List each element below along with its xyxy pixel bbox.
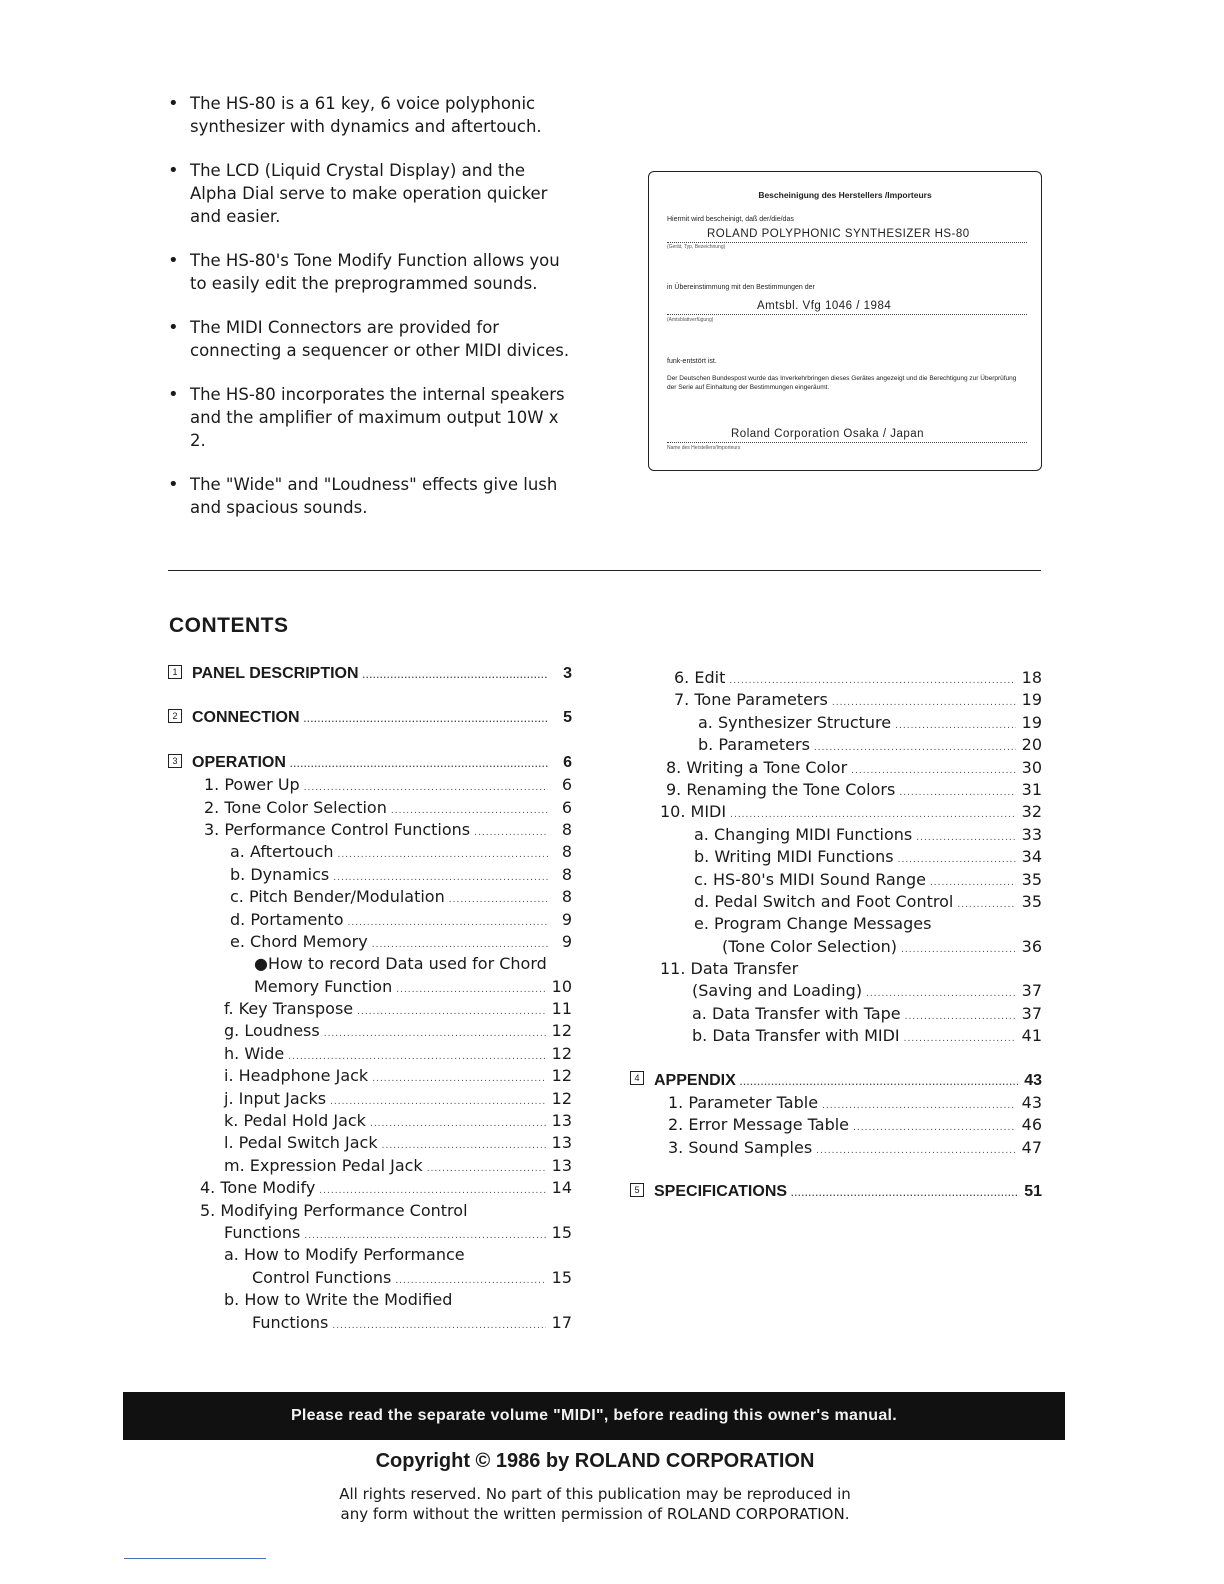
certificate-company: Roland Corporation Osaka / Japan (667, 427, 1027, 443)
toc-entry-text: f. Key Transpose (224, 999, 354, 1019)
toc-entry-row (168, 953, 572, 975)
toc-leader-dots (304, 708, 548, 730)
section-number-box: 5 (630, 1183, 644, 1197)
toc-leader-dots (791, 1182, 1018, 1204)
toc-entry-row (168, 1155, 572, 1177)
toc-entry-label (660, 958, 802, 980)
toc-entry-label (224, 1088, 330, 1110)
toc-entry-row (168, 1177, 572, 1199)
toc-page-number: 35 (1021, 869, 1042, 889)
toc-spacer (168, 730, 572, 752)
toc-entry-label (200, 1177, 319, 1199)
toc-entry-text: a. Data Transfer with Tape (692, 1003, 901, 1023)
toc-page-number: 20 (1021, 735, 1042, 755)
toc-entry-row (168, 1043, 572, 1065)
toc-entry-text: k. Pedal Hold Jack (224, 1111, 366, 1131)
toc-entry-row (168, 774, 572, 796)
toc-entry-label (252, 1267, 395, 1289)
toc-entry-label (204, 797, 391, 819)
toc-section-row (168, 663, 572, 685)
toc-entry-text: 9. Renaming the Tone Colors (666, 779, 896, 799)
toc-entry-text: 5. Modifying Performance Control (200, 1200, 468, 1220)
feature-item: • The LCD (Liquid Crystal Display) and the Alpha Dial serve to make operation quicker and easier. (166, 159, 572, 228)
toc-page-number: 3 (563, 665, 572, 682)
toc-entry-row (168, 1244, 572, 1266)
toc-page-number: 6 (561, 775, 572, 795)
toc-entry-text: Control Functions (252, 1267, 392, 1287)
toc-entry-row (630, 913, 1042, 935)
toc-entry-text: 4. Tone Modify (200, 1178, 316, 1198)
toc-entry-label (694, 824, 916, 846)
section-number-box: 2 (168, 709, 182, 723)
toc-entry-row (168, 819, 572, 841)
toc-entry-text: l. Pedal Switch Jack (224, 1133, 378, 1153)
toc-page-number: 6 (561, 797, 572, 817)
toc-page-number: 31 (1021, 779, 1042, 799)
toc-page-number: 36 (1021, 936, 1042, 956)
toc-entry-label (224, 1065, 372, 1087)
toc-page-number: 8 (561, 887, 572, 907)
toc-page-number: 41 (1021, 1026, 1042, 1046)
toc-page-number: 34 (1021, 847, 1042, 867)
toc-leader-dots (816, 1140, 1015, 1162)
toc-page-number: 30 (1021, 757, 1042, 777)
toc-entry-row (630, 1114, 1042, 1136)
toc-entry-label (252, 1312, 332, 1334)
feature-item: • The MIDI Connectors are provided for connecting a sequencer or other MIDI divices. (166, 316, 572, 362)
toc-page-number: 33 (1021, 824, 1042, 844)
toc-leader-dots (740, 1071, 1018, 1093)
toc-entry-label (224, 1132, 382, 1154)
toc-entry-text: c. Pitch Bender/Modulation (230, 887, 445, 907)
toc-page-number: 6 (563, 753, 572, 771)
midi-notice-banner: Please read the separate volume "MIDI", before reading this owner's manual. (123, 1392, 1065, 1440)
certificate-device: ROLAND POLYPHONIC SYNTHESIZER HS-80 (667, 227, 1027, 243)
toc-entry-row (630, 891, 1042, 913)
toc-entry-row (630, 824, 1042, 846)
toc-page-number: 32 (1021, 802, 1042, 822)
toc-entry-label (694, 869, 930, 891)
toc-page-number: 5 (563, 709, 572, 727)
toc-entry-text: e. Chord Memory (230, 931, 368, 951)
toc-entry-label (224, 1289, 456, 1311)
toc-entry-label (168, 707, 304, 729)
toc-page-number: 43 (1024, 1071, 1042, 1089)
toc-entry-text: b. How to Write the Modified (224, 1290, 453, 1310)
toc-entry-label (224, 1244, 469, 1266)
toc-entry-label (668, 1114, 853, 1136)
toc-page-number: 10 (551, 976, 572, 996)
section-divider (168, 570, 1041, 571)
toc-entry-text: g. Loudness (224, 1021, 320, 1041)
toc-entry-text: SPECIFICATIONS (654, 1183, 788, 1201)
toc-page-number: 13 (551, 1133, 572, 1153)
section-number-box: 3 (168, 754, 182, 768)
toc-entry-label (694, 891, 957, 913)
rights-line: All rights reserved. No part of this publication may be reproduced in (339, 1485, 851, 1503)
toc-entry-row (168, 976, 572, 998)
toc-entry-row (630, 936, 1042, 958)
feature-item: • The "Wide" and "Loudness" effects give lush and spacious sounds. (166, 473, 572, 519)
toc-page-number: 8 (561, 842, 572, 862)
toc-entry-text: Functions (252, 1312, 329, 1332)
toc-spacer (630, 1048, 1042, 1070)
toc-entry-text: b. Parameters (698, 735, 810, 755)
manufacturer-certificate (648, 171, 1042, 471)
toc-entry-label (254, 953, 551, 975)
toc-page-number: 9 (561, 909, 572, 929)
toc-entry-text: APPENDIX (654, 1071, 736, 1089)
toc-page-number: 13 (551, 1155, 572, 1175)
toc-entry-text: Functions (224, 1222, 301, 1242)
toc-entry-label (204, 774, 304, 796)
toc-page-number: 18 (1021, 668, 1042, 687)
toc-entry-label (692, 1003, 905, 1025)
toc-entry-label (692, 1025, 904, 1047)
toc-entry-row (168, 931, 572, 953)
toc-right-column (630, 667, 1042, 1204)
toc-entry-row (168, 1020, 572, 1042)
feature-item: • The HS-80 is a 61 key, 6 voice polyphonic synthesizer with dynamics and aftertouch. (166, 92, 572, 138)
toc-entry-label (200, 1200, 472, 1222)
toc-entry-text: 1. Parameter Table (668, 1093, 819, 1113)
toc-entry-label (630, 1070, 740, 1092)
toc-page-number: 43 (1021, 1093, 1042, 1113)
toc-entry-label (722, 936, 901, 958)
toc-section-row (168, 707, 572, 729)
toc-page-number: 11 (551, 999, 572, 1019)
certificate-intro: Hiermit wird bescheinigt, daß der/die/das (667, 216, 794, 223)
certificate-post-text: Der Deutschen Bundespost wurde das Inverkehrbringen dieses Gerätes angezeigt und die Berechtigung zur Überprüfung der Serie auf Einhaltung der Bestimmungen eingeräumt. (667, 375, 1017, 391)
toc-entry-label (694, 913, 935, 935)
toc-entry-text: 2. Error Message Table (668, 1115, 850, 1135)
toc-page-number: 12 (551, 1043, 572, 1063)
toc-entry-row (168, 864, 572, 886)
toc-entry-label (224, 1155, 427, 1177)
toc-entry-text: 7. Tone Parameters (674, 690, 828, 710)
toc-entry-text: i. Headphone Jack (224, 1066, 369, 1086)
toc-section-row (630, 1181, 1042, 1203)
toc-entry-row (168, 841, 572, 863)
toc-entry-row (630, 846, 1042, 868)
toc-entry-label (668, 1137, 816, 1159)
toc-entry-text: e. Program Change Messages (694, 914, 932, 934)
toc-entry-text: a. How to Modify Performance (224, 1245, 465, 1265)
certificate-regulation-caption: (Amtsblattverfügung) (667, 317, 714, 323)
toc-entry-label (230, 886, 449, 908)
toc-spacer (168, 685, 572, 707)
toc-entry-row (168, 1088, 572, 1110)
toc-entry-row (168, 1267, 572, 1289)
toc-entry-text: 8. Writing a Tone Color (666, 757, 848, 777)
toc-entry-label (230, 909, 347, 931)
toc-entry-row (168, 1312, 572, 1334)
toc-section-row (168, 752, 572, 774)
toc-entry-label (674, 667, 729, 689)
copyright-line: Copyright © 1986 by ROLAND CORPORATION (375, 1450, 815, 1472)
toc-entry-text: a. Changing MIDI Functions (694, 824, 913, 844)
toc-entry-label (224, 998, 357, 1020)
toc-spacer (630, 1159, 1042, 1181)
toc-entry-text: d. Pedal Switch and Foot Control (694, 891, 954, 911)
toc-leader-dots (290, 753, 548, 775)
toc-page-number: 12 (551, 1088, 572, 1108)
toc-entry-row (630, 712, 1042, 734)
toc-entry-text: Memory Function (254, 976, 393, 996)
footer-rule (124, 1558, 266, 1559)
toc-entry-row (630, 757, 1042, 779)
toc-entry-text: b. Dynamics (230, 864, 330, 884)
feature-item: • The HS-80 incorporates the internal speakers and the amplifier of maximum output 10W x 2. (166, 383, 572, 452)
toc-entry-label (230, 864, 333, 886)
toc-entry-row (630, 1092, 1042, 1114)
toc-page-number: 14 (551, 1178, 572, 1198)
toc-entry-text: h. Wide (224, 1043, 285, 1063)
rights-notice (0, 1484, 1190, 1524)
toc-entry-row (630, 1003, 1042, 1025)
toc-left-column (168, 663, 572, 1334)
toc-entry-text: (Saving and Loading) (692, 981, 863, 1001)
section-number-box: 1 (168, 665, 182, 679)
toc-entry-text: PANEL DESCRIPTION (192, 665, 359, 682)
toc-entry-text: 3. Performance Control Functions (204, 819, 471, 839)
toc-page-number: 8 (561, 819, 572, 839)
toc-entry-row (168, 1110, 572, 1132)
feature-list (166, 92, 572, 540)
toc-page-number: 47 (1021, 1137, 1042, 1157)
toc-entry-text: m. Expression Pedal Jack (224, 1155, 423, 1175)
toc-page-number: 35 (1021, 891, 1042, 911)
toc-entry-label (698, 712, 895, 734)
feature-item: • The HS-80's Tone Modify Function allows you to easily edit the preprogrammed sounds. (166, 249, 572, 295)
toc-entry-row (630, 1025, 1042, 1047)
toc-section-row (630, 1070, 1042, 1092)
toc-leader-dots (904, 1028, 1016, 1050)
certificate-conformity: in Übereinstimmung mit den Bestimmungen der (667, 284, 815, 291)
toc-entry-row (630, 1137, 1042, 1159)
toc-entry-label (168, 663, 363, 685)
toc-entry-row (630, 689, 1042, 711)
toc-entry-text: OPERATION (192, 753, 286, 771)
toc-entry-text: c. HS-80's MIDI Sound Range (694, 869, 926, 889)
toc-page-number: 9 (561, 931, 572, 951)
toc-entry-label (254, 976, 396, 998)
certificate-radio: funk-entstört ist. (667, 358, 717, 365)
toc-entry-label (668, 1092, 822, 1114)
toc-entry-text: a. Aftertouch (230, 842, 334, 862)
toc-entry-text: 6. Edit (674, 668, 726, 687)
toc-entry-label (168, 752, 290, 774)
toc-page-number: 15 (551, 1222, 572, 1242)
toc-page-number: 46 (1021, 1115, 1042, 1135)
toc-entry-row (630, 958, 1042, 980)
toc-entry-label (230, 841, 338, 863)
section-number-box: 4 (630, 1071, 644, 1085)
toc-entry-label (224, 1222, 304, 1244)
toc-entry-row (168, 1289, 572, 1311)
toc-entry-text: 2. Tone Color Selection (204, 797, 387, 817)
toc-entry-label (666, 757, 851, 779)
toc-page-number: 37 (1021, 981, 1042, 1001)
toc-entry-label (692, 980, 866, 1002)
toc-entry-label (694, 846, 898, 868)
toc-entry-text: 1. Power Up (204, 775, 300, 795)
toc-entry-row (168, 1222, 572, 1244)
toc-entry-text: 11. Data Transfer (660, 959, 799, 979)
toc-entry-row (168, 998, 572, 1020)
toc-page-number: 51 (1024, 1183, 1042, 1201)
toc-page-number: 8 (561, 864, 572, 884)
toc-entry-label (224, 1043, 288, 1065)
toc-entry-row (168, 1065, 572, 1087)
toc-page-number: 12 (551, 1021, 572, 1041)
toc-entry-text: CONNECTION (192, 709, 300, 727)
toc-entry-text: b. Data Transfer with MIDI (692, 1026, 900, 1046)
toc-entry-label (204, 819, 474, 841)
certificate-title: Bescheinigung des Herstellers /Importeurs (758, 190, 932, 200)
toc-entry-row (630, 980, 1042, 1002)
toc-page-number: 37 (1021, 1003, 1042, 1023)
certificate-device-caption: (Gerät, Typ, Bezeichnung) (667, 244, 726, 250)
toc-page-number: 13 (551, 1111, 572, 1131)
toc-entry-text: d. Portamento (230, 909, 344, 929)
toc-entry-text: a. Synthesizer Structure (698, 712, 892, 732)
toc-entry-label (630, 1181, 791, 1203)
certificate-regulation: Amtsbl. Vfg 1046 / 1984 (667, 299, 1027, 315)
toc-entry-text: b. Writing MIDI Functions (694, 847, 894, 867)
toc-entry-text: (Tone Color Selection) (722, 936, 897, 956)
toc-page-number: 12 (551, 1066, 572, 1086)
toc-entry-text: 10. MIDI (660, 802, 727, 822)
toc-entry-row (168, 886, 572, 908)
toc-entry-text: 3. Sound Samples (668, 1137, 813, 1157)
toc-entry-row (168, 909, 572, 931)
certificate-company-caption: Name des Herstellers/Importeurs (667, 445, 741, 451)
toc-entry-row (630, 667, 1042, 689)
toc-entry-text: ●How to record Data used for Chord (254, 954, 547, 974)
toc-entry-row (630, 779, 1042, 801)
toc-entry-label (666, 779, 899, 801)
toc-entry-label (230, 931, 372, 953)
toc-entry-row (630, 734, 1042, 756)
toc-entry-row (168, 1132, 572, 1154)
rights-line: any form without the written permission of ROLAND CORPORATION. (340, 1505, 850, 1523)
toc-entry-label (224, 1020, 324, 1042)
toc-page-number: 17 (551, 1312, 572, 1332)
toc-leader-dots (363, 664, 548, 686)
toc-page-number: 19 (1021, 712, 1042, 732)
toc-entry-text: j. Input Jacks (224, 1088, 327, 1108)
toc-entry-row (630, 801, 1042, 823)
toc-entry-row (630, 869, 1042, 891)
toc-entry-label (224, 1110, 370, 1132)
toc-entry-label (698, 734, 814, 756)
toc-page-number: 19 (1021, 690, 1042, 710)
toc-entry-label (674, 689, 832, 711)
toc-page-number: 15 (551, 1267, 572, 1287)
contents-title: CONTENTS (169, 614, 289, 637)
toc-entry-label (660, 801, 730, 823)
toc-entry-row (168, 1200, 572, 1222)
toc-entry-row (168, 797, 572, 819)
toc-leader-dots (332, 1315, 545, 1337)
